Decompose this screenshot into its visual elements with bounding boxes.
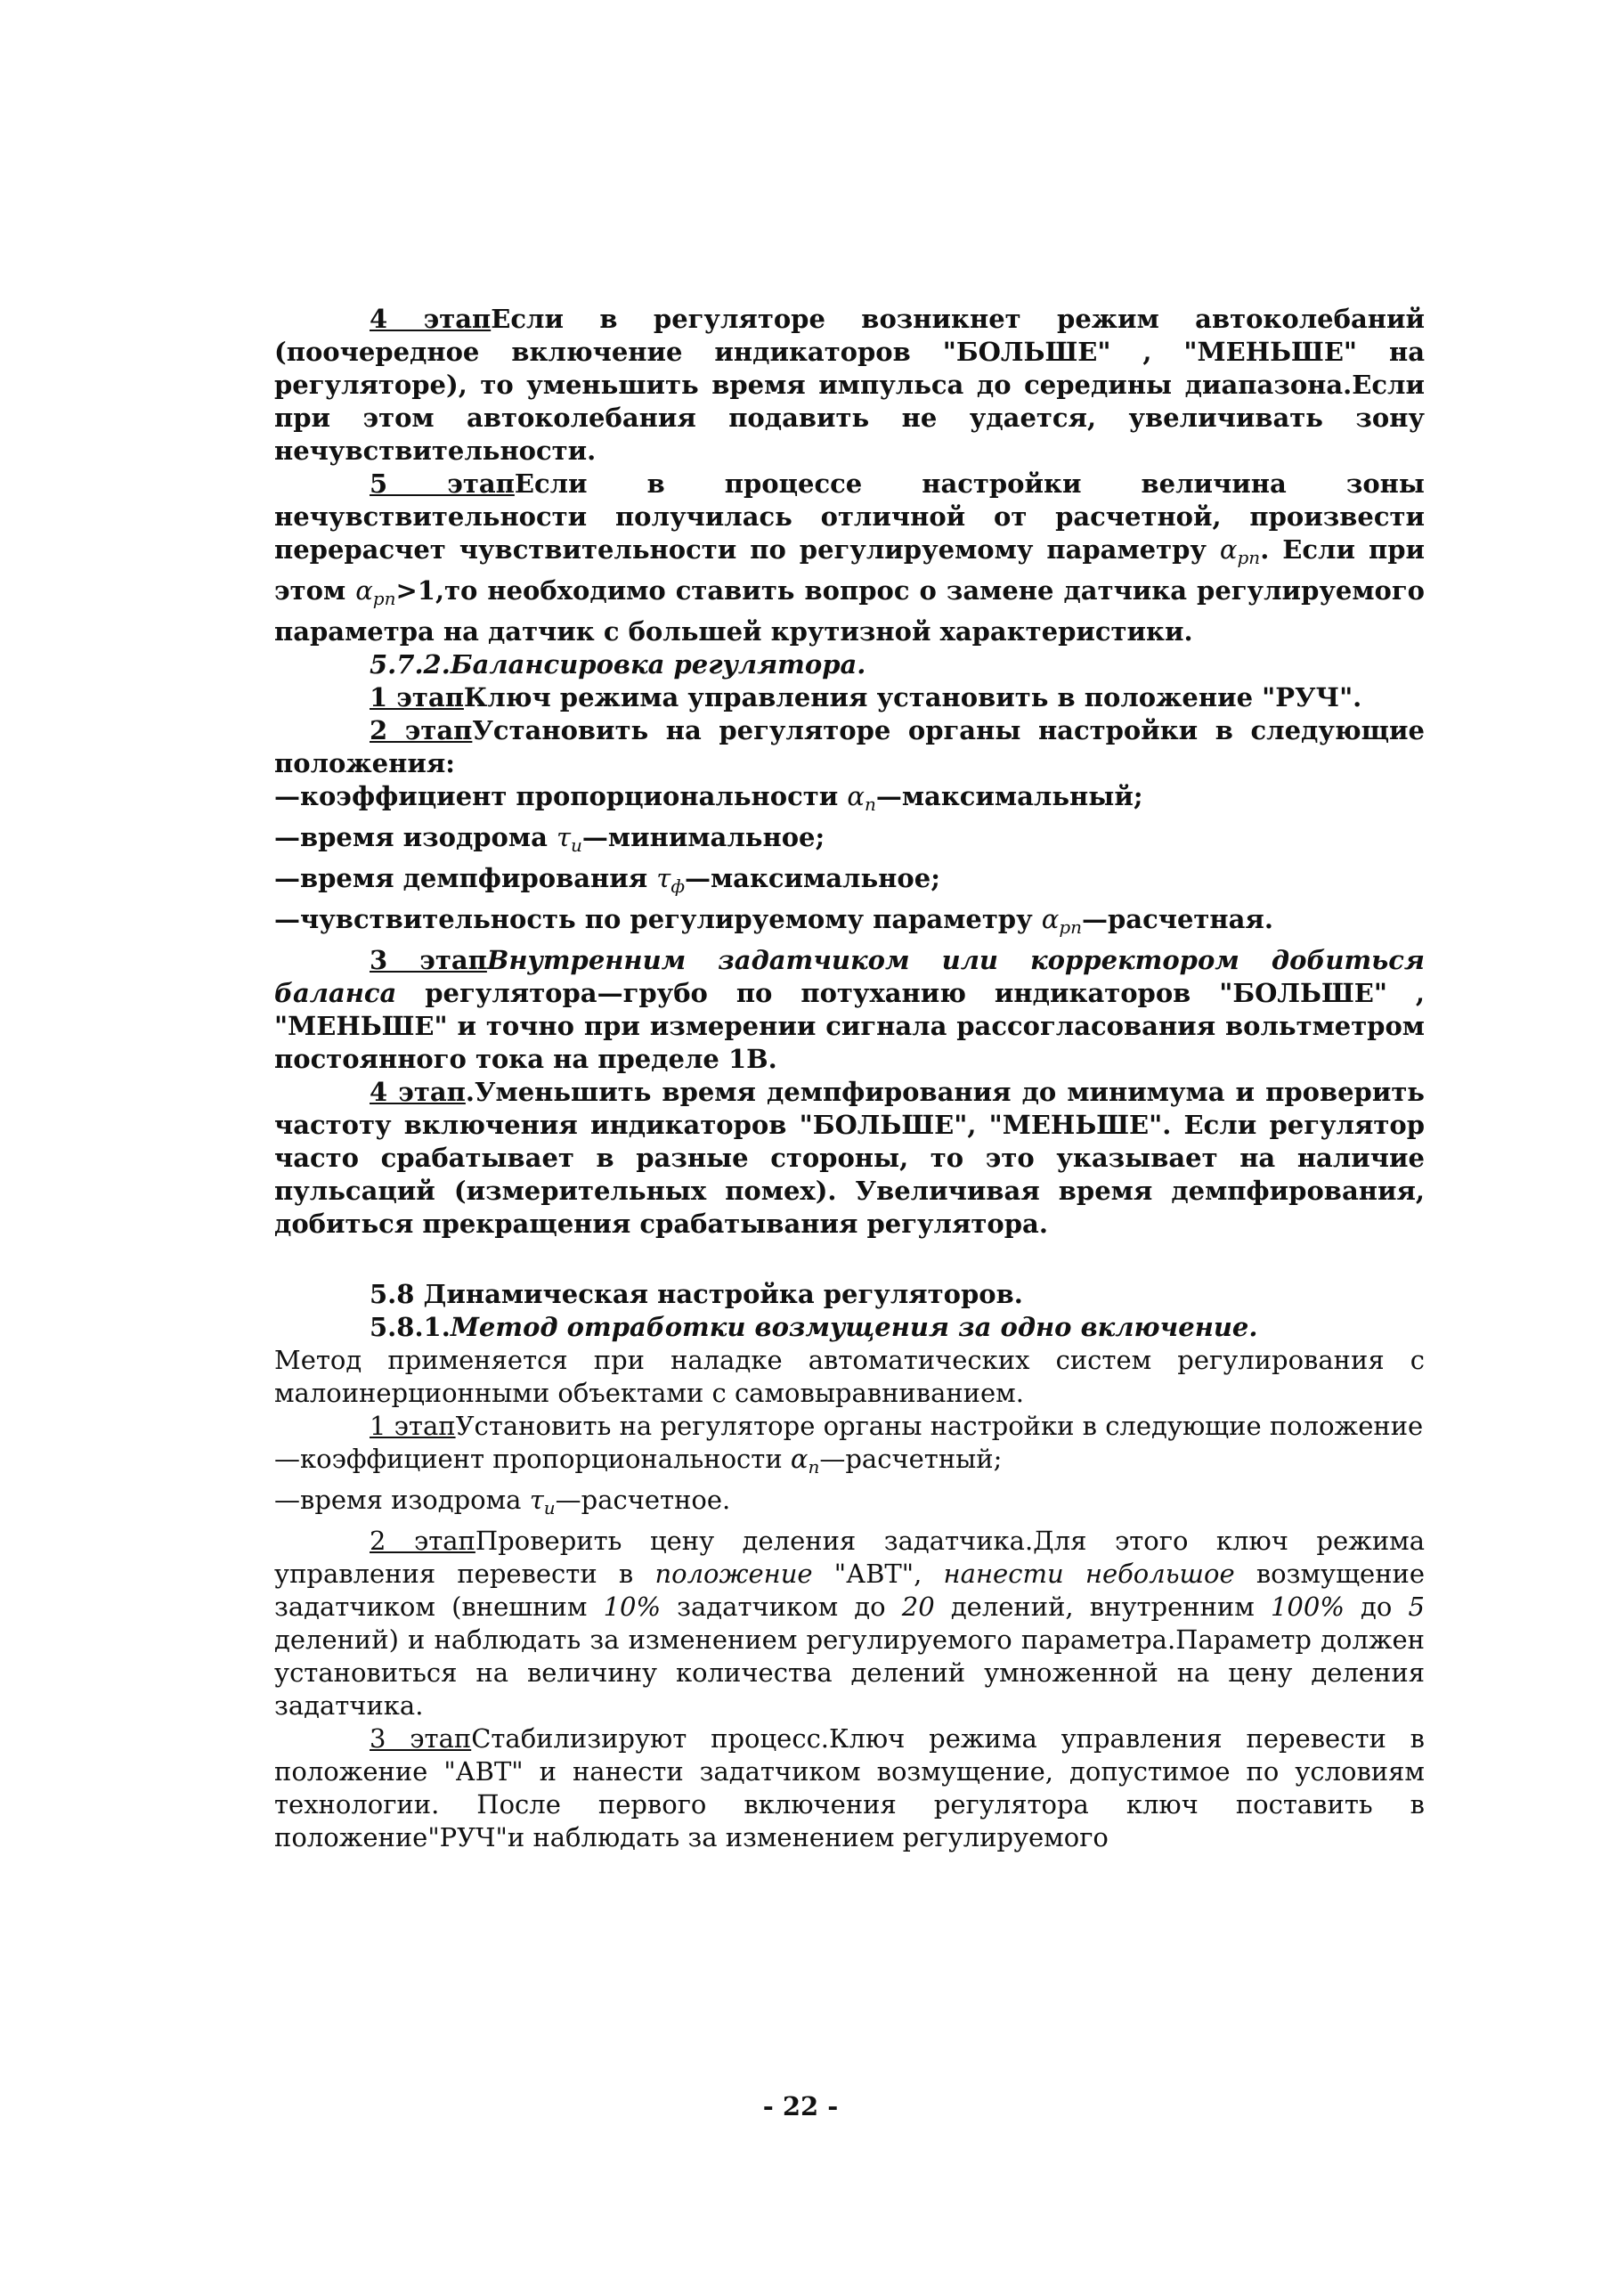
tau-symbol: τ [529,1485,544,1515]
paragraph-text: Установить на регуляторе органы настройки в следующие положение [455,1411,1424,1441]
list-text: —коэффициент пропорциональности [274,1444,791,1474]
list-item-isodrome [274,821,1425,862]
stage-label: 1 этап [370,1411,456,1441]
list-value: —расчетный; [819,1444,1003,1474]
alpha-subscript: рп [1059,916,1083,938]
paragraph-text: Если в регуляторе возникнет режим автоколебаний (поочередное включение индикаторов "БОЛЬШЕ" , "МЕНЬШЕ" на регуляторе), то уменьшить время импульса до середины диапазона.Если при этом автоколебания подавить не удается, увеличивать зону нечувствительности. [274,304,1425,466]
list-text: —время изодрома [274,1485,530,1515]
page-number: - 22 - [762,2091,839,2121]
paragraph-balance-stage-4 [274,1076,1425,1241]
paragraph-text: до [1344,1592,1409,1622]
section-heading-5-8-1 [274,1311,1425,1344]
tau-subscript: и [543,1497,556,1518]
section-heading-5-7-2: 5.7.2.Балансировка регулятора. [370,649,866,680]
alpha-subscript: рп [372,588,396,609]
paragraph-text: >1,то необходимо ставить вопрос о замене датчика регулируемого параметра на датчик с большей крутизной характеристики. [274,575,1426,647]
stage-label: 3 этап [370,1723,472,1754]
percent-value: 10% [603,1592,662,1622]
paragraph-method-stage-3 [274,1722,1425,1854]
list-item-proportionality-calc [274,1443,1425,1484]
paragraph-text: делений, внутренним [934,1592,1271,1622]
section-number: 5.8.1. [370,1312,451,1342]
paragraph-balance-stage-1 [274,681,1425,714]
paragraph-italic-text: Внутренним задатчиком или корректором добиться баланса [274,945,1426,1008]
alpha-symbol: α [355,575,373,606]
paragraph-text: .Уменьшить время демпфирования до минимума и проверить частоту включения индикаторов "БОЛЬШЕ", "МЕНЬШЕ". Если регулятор часто срабатывает в разные стороны, то это указывает на наличие пульсаций (измерительных помех). Увеличивая время демпфирования, добиться прекращения срабатывания регулятора. [274,1077,1425,1239]
alpha-symbol: α [847,781,865,811]
alpha-symbol: α [1041,904,1060,934]
paragraph-text: Проверить цену деления задатчика.Для этого ключ режима управления перевести в [274,1526,1426,1589]
paragraph-method-stage-2 [274,1525,1425,1722]
stage-label: 1 этап [370,682,464,712]
stage-label: 3 этап [370,945,487,975]
list-item-damping [274,862,1425,903]
alpha-subscript: п [808,1456,820,1478]
list-value: —минимальное; [581,822,825,852]
paragraph-method-description: Метод применяется при наладке автоматических систем регулирования с малоинерционными объектами с самовыравниванием. [274,1345,1425,1408]
list-value: —расчетная. [1082,904,1273,934]
paragraph-text: Стабилизируют процесс.Ключ режима управления перевести в положение "АВТ" и нанести задатчиком возмущение, допустимое по условиям технологии. После первого включения регулятора ключ поставить в положение"РУЧ"и наблюдать за изменением регулируемого [274,1723,1426,1852]
alpha-subscript: рп [1237,547,1261,568]
tau-symbol: τ [556,822,572,852]
paragraph-text: Установить на регуляторе органы настройки в следующие положения: [274,715,1425,778]
paragraph-italic-text: положение [654,1559,813,1589]
paragraph-text: Ключ режима управления установить в положение "РУЧ". [463,682,1362,712]
paragraph-balance-stage-3 [274,944,1425,1076]
divisions-value: 5 [1408,1592,1425,1622]
paragraph-stage-4-autooscillation [274,303,1425,468]
section-heading-5-8: 5.8 Динамическая настройка регуляторов. [370,1279,1023,1309]
paragraph-stage-5-sensitivity [274,468,1425,648]
paragraph-text: возмущение задатчиком (внешним [274,1559,1426,1622]
tau-subscript: ф [670,875,685,897]
paragraph-text: Если в процессе настройки величина зоны нечувствительности получилась отличной от расчетной, произвести перерасчет чувствительности по регулируемому параметру [274,468,1425,565]
list-item-isodrome-calc [274,1484,1425,1525]
page-text [274,303,1425,1854]
paragraph-italic-text: нанести небольшое [943,1559,1235,1589]
paragraph-text: делений) и наблюдать за изменением регулируемого параметра.Параметр должен установиться на величину количества делений умноженной на цену деления задатчика. [274,1624,1425,1721]
percent-value: 100% [1270,1592,1345,1622]
paragraph-gap [274,1241,1425,1278]
list-value: —максимальный; [875,781,1143,811]
paragraph-text: регулятора—грубо по потуханию индикаторов "БОЛЬШЕ" , "МЕНЬШЕ" и точно при измерении сигнала рассогласования вольтметром постоянного тока на пределе 1В. [274,978,1425,1074]
divisions-value: 20 [901,1592,935,1622]
list-text: —время демпфирования [274,863,657,893]
alpha-subscript: п [864,794,876,815]
list-value: —максимальное; [684,863,940,893]
tau-subscript: и [571,835,582,856]
alpha-symbol: α [790,1444,809,1474]
paragraph-text: "АВТ", [812,1559,944,1589]
stage-label: 2 этап [370,1526,475,1556]
alpha-symbol: α [1219,534,1238,565]
list-value: —расчетное. [555,1485,731,1515]
section-title: Метод отработки возмущения за одно включение. [450,1312,1258,1342]
paragraph-text: задатчиком до [661,1592,902,1622]
stage-label: 4 этап [370,304,492,334]
list-text: —коэффициент пропорциональности [274,781,848,811]
list-item-proportionality [274,780,1425,821]
paragraph-text: . Если при этом [274,534,1425,606]
stage-label: 2 этап [370,715,473,745]
list-item-sensitivity [274,903,1425,944]
list-text: —время изодрома [274,822,557,852]
stage-label: 4 этап [370,1077,466,1107]
paragraph-balance-stage-2 [274,714,1425,780]
tau-symbol: τ [656,863,671,893]
list-text: —чувствительность по регулируемому параметру [274,904,1042,934]
paragraph-method-stage-1 [274,1410,1425,1443]
stage-label: 5 этап [370,468,515,499]
